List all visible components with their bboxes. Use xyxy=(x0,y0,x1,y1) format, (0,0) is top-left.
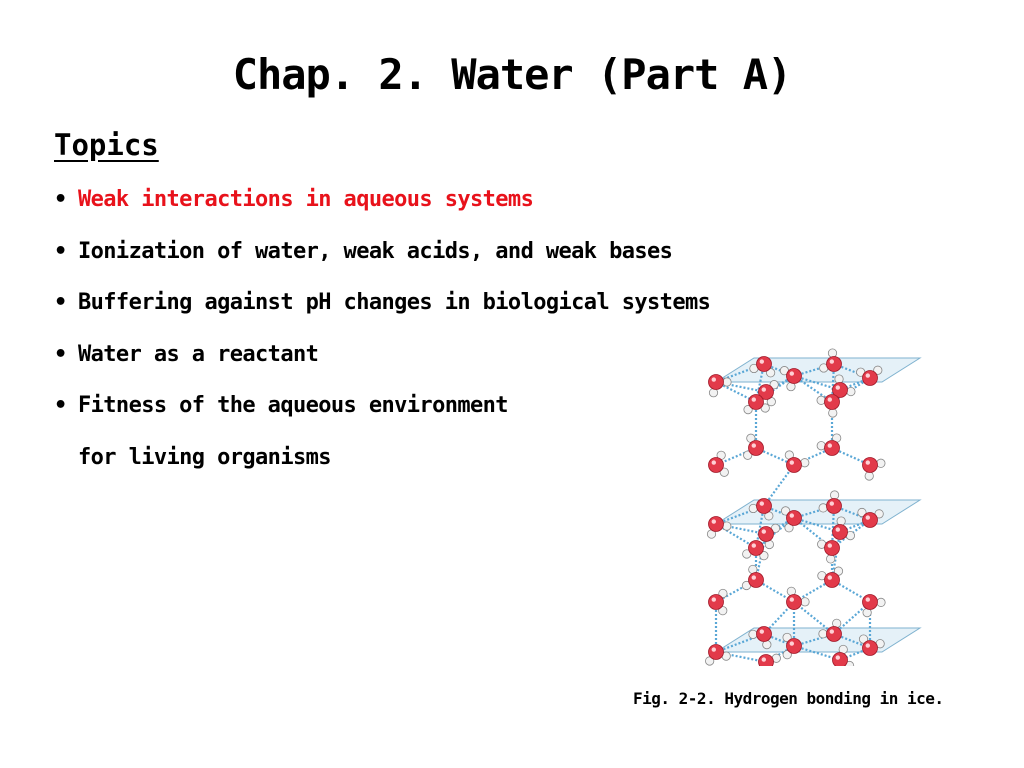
topic-text: Buffering against pH changes in biological systems xyxy=(78,290,711,315)
hydrogen-atom xyxy=(877,459,885,467)
oxygen-atom xyxy=(709,595,724,610)
oxygen-highlight xyxy=(830,501,834,505)
oxygen-highlight xyxy=(836,655,840,659)
oxygen-atom xyxy=(827,357,842,372)
oxygen-atom xyxy=(709,458,724,473)
oxygen-atom xyxy=(863,458,878,473)
oxygen-highlight xyxy=(866,515,870,519)
oxygen-atom xyxy=(863,641,878,656)
bullet-dot-icon: • xyxy=(54,341,67,367)
oxygen-atom xyxy=(749,541,764,556)
topic-text: Ionization of water, weak acids, and weak bases xyxy=(78,238,673,264)
oxygen-atom xyxy=(825,573,840,588)
oxygen-atom xyxy=(825,441,840,456)
oxygen-highlight xyxy=(790,513,794,517)
oxygen-atom xyxy=(749,573,764,588)
oxygen-highlight xyxy=(760,629,764,633)
bullet-dot-icon: • xyxy=(54,238,67,264)
hydrogen-atom xyxy=(837,517,845,525)
oxygen-highlight xyxy=(790,641,794,645)
oxygen-atom xyxy=(827,499,842,514)
oxygen-highlight xyxy=(760,359,764,363)
oxygen-atom xyxy=(787,511,802,526)
oxygen-atom xyxy=(787,639,802,654)
water-molecule xyxy=(863,595,886,617)
oxygen-atom xyxy=(863,513,878,528)
oxygen-highlight xyxy=(828,543,832,547)
oxygen-highlight xyxy=(762,387,766,391)
water-molecule xyxy=(819,619,842,641)
oxygen-highlight xyxy=(712,519,716,523)
water-molecule xyxy=(709,375,732,397)
hydrogen-atom xyxy=(865,472,873,480)
oxygen-highlight xyxy=(828,443,832,447)
hydrogen-atom xyxy=(801,598,809,606)
oxygen-highlight xyxy=(836,527,840,531)
oxygen-highlight xyxy=(830,629,834,633)
water-molecule xyxy=(817,540,839,563)
topic-item xyxy=(54,286,710,338)
water-molecule xyxy=(787,587,810,609)
oxygen-highlight xyxy=(866,643,870,647)
figure-caption: Fig. 2-2. Hydrogen bonding in ice. xyxy=(633,689,944,708)
oxygen-highlight xyxy=(752,575,756,579)
oxygen-atom xyxy=(833,653,848,667)
topic-item xyxy=(54,389,710,441)
oxygen-highlight xyxy=(866,460,870,464)
oxygen-atom xyxy=(709,517,724,532)
bullet-dot-icon: • xyxy=(54,187,67,212)
hydrogen-atom xyxy=(817,396,825,404)
topic-item-continuation: for living organisms xyxy=(78,444,331,470)
oxygen-highlight xyxy=(866,597,870,601)
water-molecule xyxy=(742,565,763,589)
hydrogen-atom xyxy=(835,375,843,383)
oxygen-atom xyxy=(709,375,724,390)
water-molecule xyxy=(863,458,886,481)
hydrogen-atom xyxy=(826,555,834,563)
hydrogen-atom xyxy=(819,630,827,638)
oxygen-atom xyxy=(787,595,802,610)
hydrogen-atom xyxy=(830,491,838,499)
oxygen-highlight xyxy=(712,597,716,601)
oxygen-atom xyxy=(757,627,772,642)
oxygen-highlight xyxy=(712,647,716,651)
hydrogen-atom xyxy=(829,409,837,417)
oxygen-highlight xyxy=(790,597,794,601)
oxygen-highlight xyxy=(866,373,870,377)
oxygen-highlight xyxy=(762,657,766,661)
oxygen-highlight xyxy=(790,371,794,375)
oxygen-atom xyxy=(863,595,878,610)
topics-heading: Topics xyxy=(54,128,159,162)
topic-text: Fitness of the aqueous environment xyxy=(78,393,508,418)
hydrogen-atom xyxy=(723,522,731,530)
bullet-dot-icon: • xyxy=(54,290,67,315)
oxygen-atom xyxy=(759,655,774,667)
oxygen-atom xyxy=(757,357,772,372)
topic-item xyxy=(54,183,710,235)
oxygen-highlight xyxy=(752,443,756,447)
water-molecule xyxy=(743,434,763,459)
water-molecule xyxy=(709,451,729,476)
oxygen-atom xyxy=(749,395,764,410)
topic-item xyxy=(54,235,710,287)
oxygen-highlight xyxy=(828,575,832,579)
oxygen-highlight xyxy=(830,359,834,363)
oxygen-highlight xyxy=(790,460,794,464)
slide-title: Chap. 2. Water (Part A) xyxy=(232,50,792,99)
topic-text: Water as a reactant xyxy=(78,341,319,367)
hydrogen-atom xyxy=(723,378,731,386)
hydrogen-atom xyxy=(819,504,827,512)
oxygen-atom xyxy=(787,458,802,473)
oxygen-highlight xyxy=(836,385,840,389)
oxygen-highlight xyxy=(752,543,756,547)
bullet-dot-icon: • xyxy=(54,393,67,418)
ice-hydrogen-bond-figure xyxy=(694,340,924,666)
oxygen-atom xyxy=(825,541,840,556)
hydrogen-atom xyxy=(847,387,855,395)
oxygen-highlight xyxy=(762,529,766,533)
hydrogen-atom xyxy=(877,598,885,606)
oxygen-atom xyxy=(863,371,878,386)
hydrogen-atom xyxy=(828,349,836,357)
topic-text: Weak interactions in aqueous systems xyxy=(78,187,534,212)
oxygen-atom xyxy=(833,525,848,540)
oxygen-atom xyxy=(757,499,772,514)
oxygen-atom xyxy=(759,527,774,542)
oxygen-atom xyxy=(787,369,802,384)
oxygen-highlight xyxy=(752,397,756,401)
water-molecule xyxy=(785,451,809,473)
water-molecule xyxy=(817,395,840,418)
oxygen-atom xyxy=(709,645,724,660)
oxygen-highlight xyxy=(760,501,764,505)
water-molecule xyxy=(709,589,728,615)
oxygen-atom xyxy=(825,395,840,410)
oxygen-highlight xyxy=(712,460,716,464)
hydrogen-atom xyxy=(749,630,757,638)
topic-item xyxy=(54,338,710,390)
oxygen-highlight xyxy=(828,397,832,401)
topics-list xyxy=(54,183,710,492)
oxygen-highlight xyxy=(712,377,716,381)
oxygen-atom xyxy=(827,627,842,642)
oxygen-atom xyxy=(749,441,764,456)
water-molecule xyxy=(759,654,781,666)
